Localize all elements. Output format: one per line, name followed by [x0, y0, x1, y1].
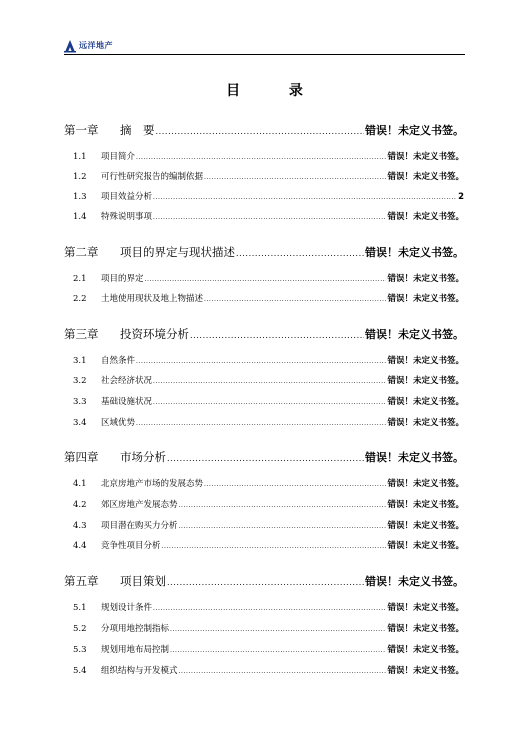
toc-entry-label: 可行性研究报告的编制依据	[101, 172, 204, 182]
toc-dot-leader	[136, 420, 386, 427]
toc-section-entry[interactable]	[64, 416, 464, 428]
toc-entry-page: 错误！未定义书签。	[387, 397, 464, 407]
toc-dot-leader	[153, 194, 457, 201]
toc-entry-label: 投资环境分析	[120, 327, 189, 341]
toc-entry-number: 1.1	[73, 152, 87, 162]
toc-section-entry[interactable]	[64, 519, 464, 531]
company-logo-icon	[64, 38, 76, 52]
toc-entry-number: 3.2	[73, 376, 87, 386]
toc-dot-leader	[204, 296, 386, 303]
toc-entry-page: 错误！未定义书签。	[387, 645, 464, 655]
toc-entry-number: 第五章	[64, 574, 99, 588]
toc-dot-leader	[167, 578, 364, 587]
toc-section-entry[interactable]	[64, 210, 464, 222]
toc-entry-number: 2.2	[73, 294, 87, 304]
header-divider	[64, 54, 465, 55]
toc-entry-label: 土地使用现状及地上物描述	[101, 294, 204, 304]
toc-entry-number: 第一章	[64, 123, 99, 137]
toc-title: 目 录	[226, 83, 325, 99]
toc-entry-number: 5.1	[73, 603, 87, 613]
toc-dot-leader	[236, 249, 364, 258]
toc-entry-label: 项目潜在购买力分析	[101, 521, 178, 531]
toc-entry-page: 错误！未定义书签。	[387, 356, 464, 366]
toc-dot-leader	[162, 543, 387, 550]
toc-dot-leader	[153, 605, 386, 612]
toc-entry-label: 郊区房地产发展态势	[101, 500, 178, 510]
toc-entry-page: 错误！未定义书签。	[387, 172, 464, 182]
toc-section-entry[interactable]	[64, 292, 464, 304]
toc-section-entry[interactable]	[64, 272, 464, 284]
toc-section-entry[interactable]	[64, 150, 464, 162]
toc-section-entry[interactable]	[64, 622, 464, 634]
toc-entry-page: 错误！未定义书签。	[387, 541, 464, 551]
toc-entry-page: 错误！未定义书签。	[387, 479, 464, 489]
toc-entry-page: 错误！未定义书签。	[387, 376, 464, 386]
toc-entry-label: 项目策划	[120, 574, 166, 588]
toc-entry-page: 错误！未定义书签。	[387, 666, 464, 676]
toc-entry-page: 错误！未定义书签。	[387, 418, 464, 428]
toc-entry-label: 规划用地布局控制	[101, 645, 170, 655]
toc-entry-label: 分项用地控制指标	[101, 624, 170, 634]
toc-chapter-entry[interactable]	[64, 573, 464, 589]
toc-entry-page: 错误！未定义书签。	[365, 451, 464, 464]
toc-entry-number: 4.3	[73, 521, 87, 531]
toc-entry-number: 5.3	[73, 645, 87, 655]
toc-entry-label: 项目的界定	[101, 274, 144, 284]
toc-dot-leader	[179, 502, 387, 509]
toc-section-entry[interactable]	[64, 664, 464, 676]
toc-section-entry[interactable]	[64, 354, 464, 366]
toc-entry-label: 特殊说明事项	[101, 212, 153, 222]
toc-entry-label: 竞争性项目分析	[101, 541, 161, 551]
toc-entry-page: 错误！未定义书签。	[387, 294, 464, 304]
toc-entry-label: 摘 要	[120, 123, 155, 137]
toc-section-entry[interactable]	[64, 477, 464, 489]
toc-entry-number: 第四章	[64, 450, 99, 464]
toc-entry-number: 4.1	[73, 479, 87, 489]
toc-entry-number: 第三章	[64, 327, 99, 341]
toc-entry-number: 5.4	[73, 666, 87, 676]
toc-entry-label: 社会经济状况	[101, 376, 153, 386]
toc-dot-leader	[190, 331, 364, 340]
toc-entry-page: 错误！未定义书签。	[387, 603, 464, 613]
toc-dot-leader	[170, 647, 386, 654]
toc-dot-leader	[136, 154, 386, 161]
toc-chapter-entry[interactable]	[64, 244, 464, 260]
toc-entry-number: 1.3	[73, 192, 87, 202]
toc-entry-label: 基础设施状况	[101, 397, 153, 407]
page-header	[64, 37, 113, 53]
toc-dot-leader	[204, 174, 386, 181]
toc-entry-label: 区域优势	[101, 418, 136, 428]
toc-entry-page: 错误！未定义书签。	[387, 500, 464, 510]
toc-entry-page: 错误！未定义书签。	[387, 624, 464, 634]
toc-entry-page: 错误！未定义书签。	[365, 328, 464, 341]
toc-entry-label: 项目的界定与现状描述	[120, 245, 235, 259]
toc-dot-leader	[179, 668, 387, 675]
toc-entry-page: 错误！未定义书签。	[387, 521, 464, 531]
toc-entry-label: 北京房地产市场的发展态势	[101, 479, 204, 489]
toc-section-entry[interactable]	[64, 395, 464, 407]
toc-entry-page: 2	[458, 192, 464, 202]
toc-entry-page: 错误！未定义书签。	[387, 274, 464, 284]
toc-dot-leader	[170, 626, 386, 633]
toc-dot-leader	[204, 481, 386, 488]
toc-dot-leader	[156, 127, 365, 136]
company-name: 远洋地产	[79, 40, 113, 50]
toc-dot-leader	[179, 523, 387, 530]
toc-entry-number: 2.1	[73, 274, 87, 284]
toc-entry-page: 错误！未定义书签。	[387, 212, 464, 222]
toc-entry-page: 错误！未定义书签。	[365, 575, 464, 588]
toc-entry-number: 4.4	[73, 541, 87, 551]
toc-dot-leader	[153, 399, 386, 406]
toc-entry-label: 项目效益分析	[101, 192, 153, 202]
toc-chapter-entry[interactable]	[64, 326, 464, 342]
toc-section-entry[interactable]	[64, 539, 464, 551]
toc-section-entry[interactable]	[64, 190, 464, 202]
toc-dot-leader	[153, 378, 386, 385]
toc-entry-page: 错误！未定义书签。	[365, 246, 464, 259]
toc-chapter-entry[interactable]	[64, 122, 464, 138]
toc-chapter-entry[interactable]	[64, 449, 464, 465]
toc-entry-label: 组织结构与开发模式	[101, 666, 178, 676]
toc-entry-number: 4.2	[73, 500, 87, 510]
toc-entry-number: 3.3	[73, 397, 87, 407]
toc-entry-number: 3.4	[73, 418, 87, 428]
toc-dot-leader	[136, 358, 386, 365]
toc-section-entry[interactable]	[64, 601, 464, 613]
toc-entry-label: 市场分析	[120, 450, 166, 464]
toc-entry-number: 5.2	[73, 624, 87, 634]
toc-dot-leader	[167, 454, 364, 463]
toc-section-entry[interactable]	[64, 374, 464, 386]
toc-entry-page: 错误！未定义书签。	[387, 152, 464, 162]
toc-entry-number: 1.4	[73, 212, 87, 222]
toc-section-entry[interactable]	[64, 170, 464, 182]
toc-entry-label: 自然条件	[101, 356, 136, 366]
toc-dot-leader	[145, 276, 387, 283]
toc-entry-number: 3.1	[73, 356, 87, 366]
toc-dot-leader	[153, 214, 386, 221]
toc-entry-label: 项目简介	[101, 152, 136, 162]
toc-entry-label: 规划设计条件	[101, 603, 153, 613]
toc-entry-page: 错误！未定义书签。	[365, 124, 464, 137]
toc-entry-number: 第二章	[64, 245, 99, 259]
toc-section-entry[interactable]	[64, 498, 464, 510]
toc-entry-number: 1.2	[73, 172, 87, 182]
toc-section-entry[interactable]	[64, 643, 464, 655]
